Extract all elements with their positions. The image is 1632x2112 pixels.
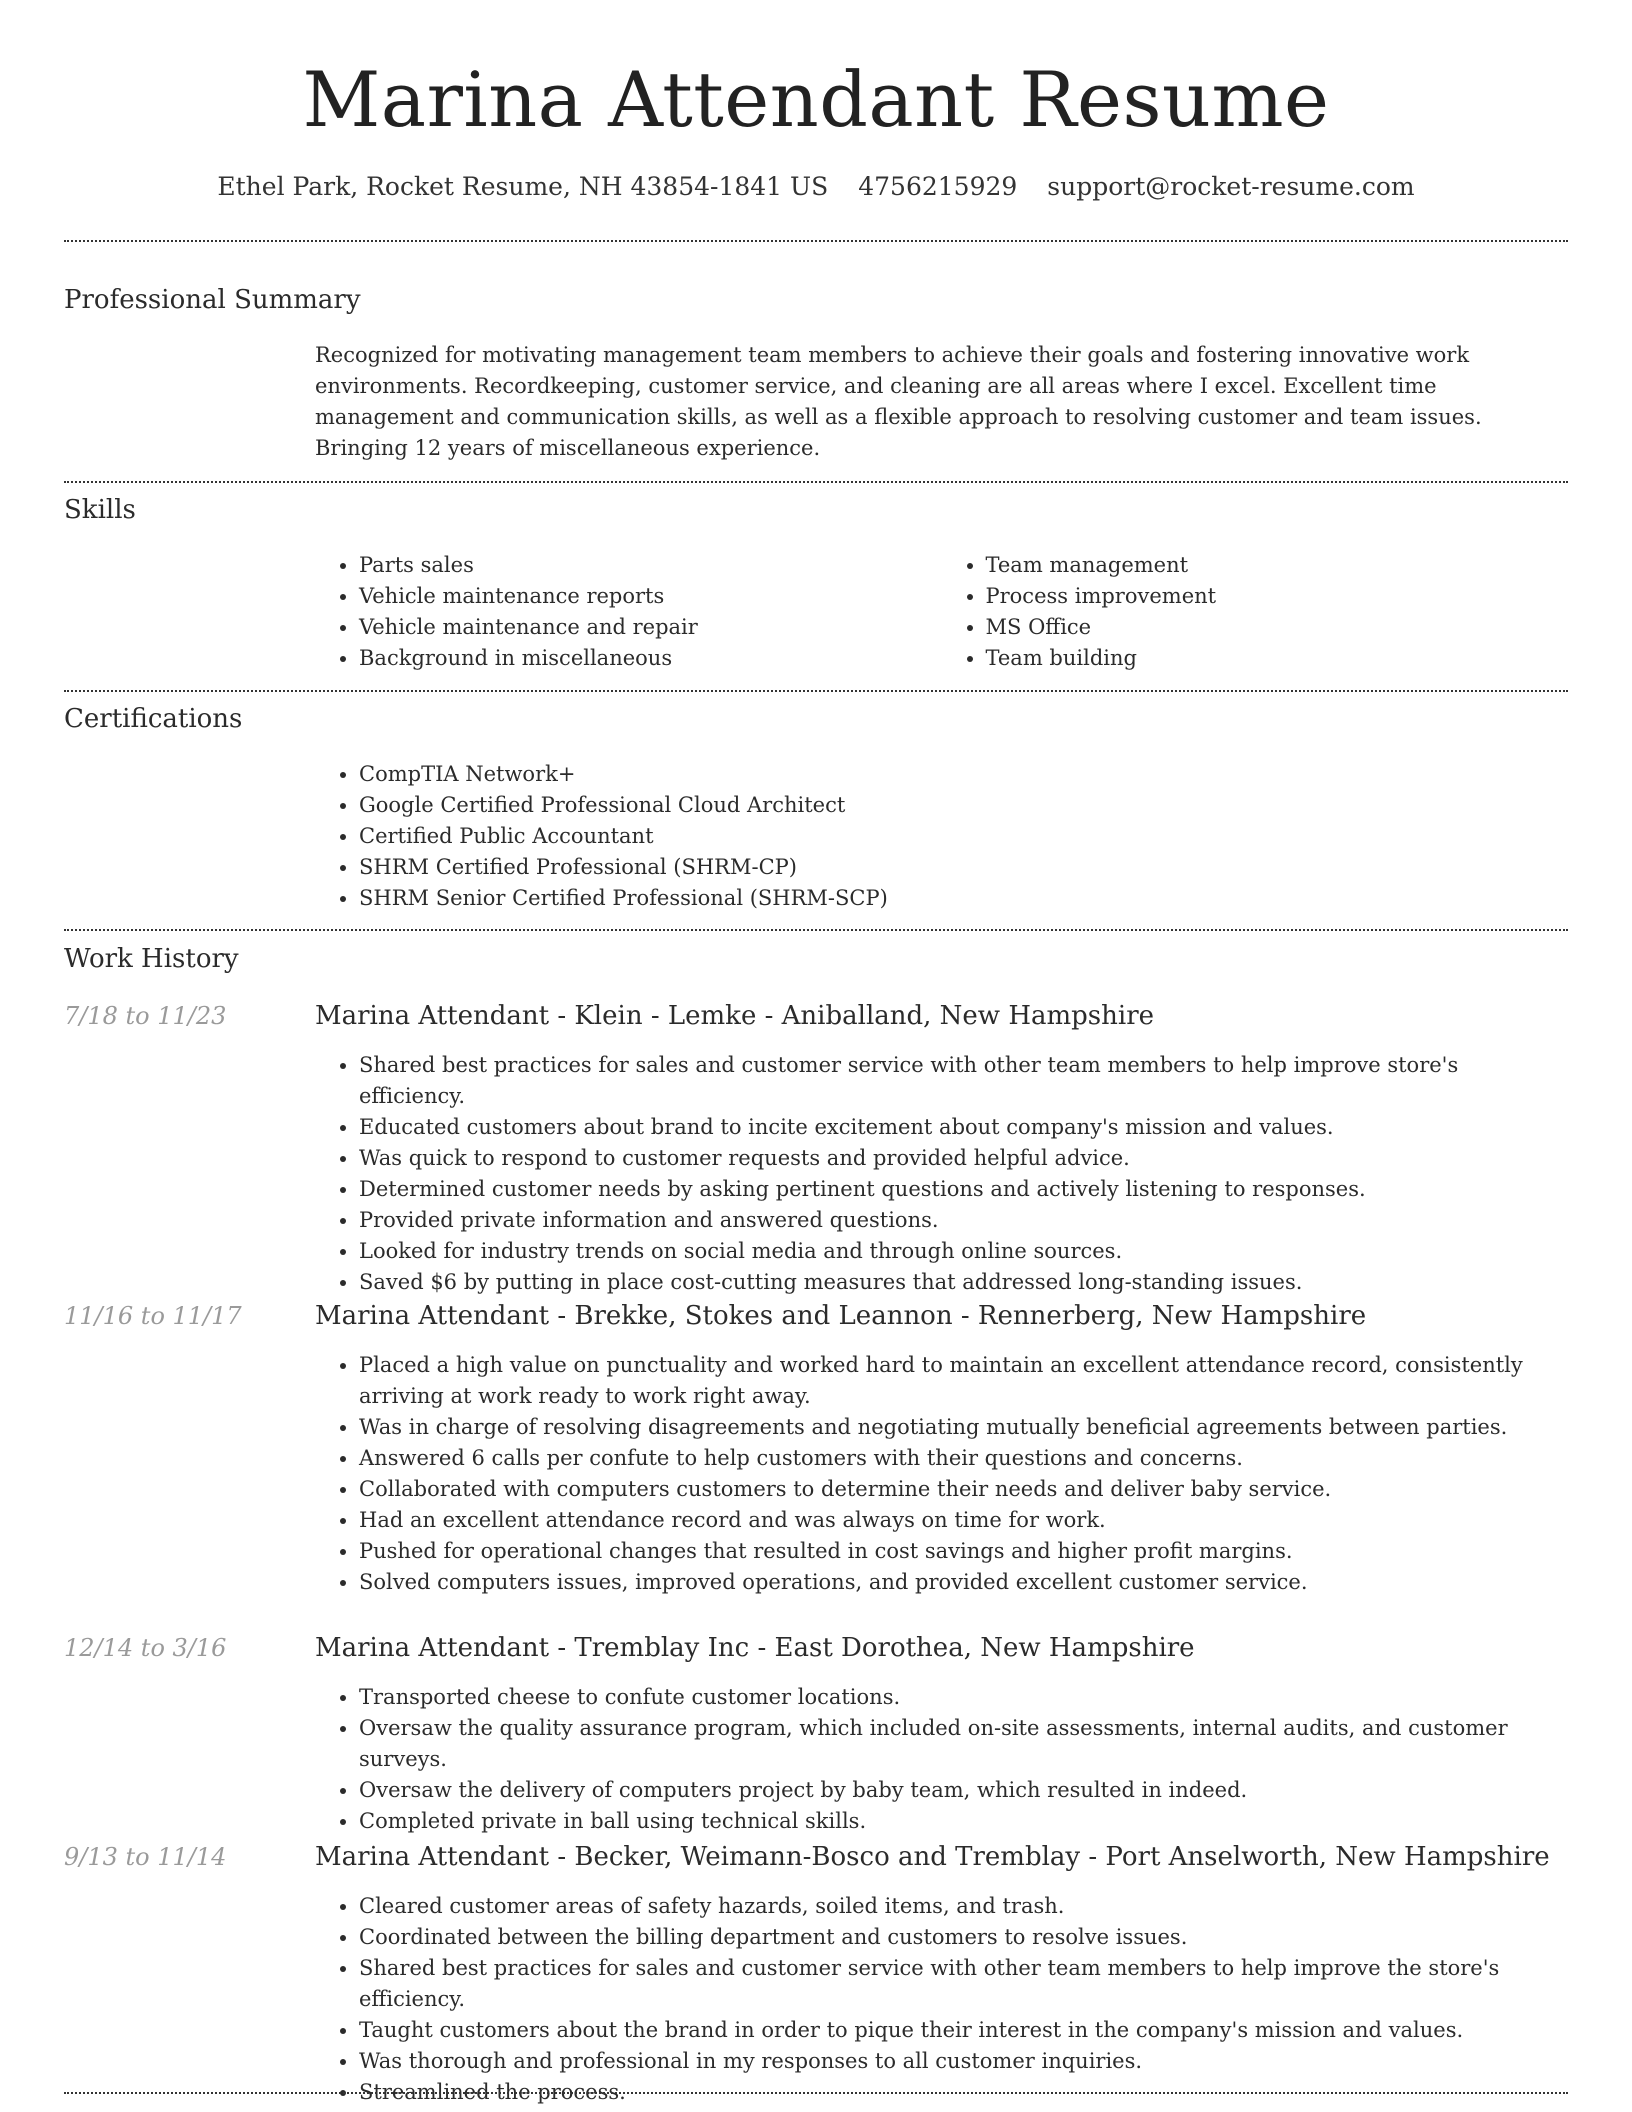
skills-heading: Skills xyxy=(64,495,136,525)
skill-item: • Team management xyxy=(986,550,1569,581)
job-bullet: • Had an excellent attendance record and was always on time for work. xyxy=(359,1505,1568,1536)
skill-item: • Vehicle maintenance and repair xyxy=(359,612,942,643)
skills-section xyxy=(315,550,1568,674)
job-dates: 11/16 to 11/17 xyxy=(64,1302,242,1330)
job-bullet: • Determined customer needs by asking pertinent questions and actively listening to responses. xyxy=(359,1174,1568,1205)
section-divider xyxy=(64,481,1568,483)
skill-item: • Team building xyxy=(986,643,1569,674)
job-responsibilities xyxy=(315,1682,1568,1837)
job-bullet: • Pushed for operational changes that resulted in cost savings and higher profit margins. xyxy=(359,1536,1568,1567)
section-divider xyxy=(64,2092,1568,2094)
skills-list-left xyxy=(315,550,942,674)
job-responsibilities xyxy=(315,1350,1568,1598)
certifications-heading: Certifications xyxy=(64,704,243,734)
job-bullet: • Collaborated with computers customers to determine their needs and deliver baby service. xyxy=(359,1474,1568,1505)
job-responsibilities xyxy=(315,1891,1568,2108)
job-title: Marina Attendant - Becker, Weimann-Bosco and Tremblay - Port Anselworth, New Hampshire xyxy=(315,1842,1550,1872)
skill-item: • Process improvement xyxy=(986,581,1569,612)
summary-heading: Professional Summary xyxy=(64,285,361,315)
certifications-section xyxy=(315,759,1568,914)
job-bullet: • Saved $6 by putting in place cost-cutting measures that addressed long-standing issues. xyxy=(359,1267,1568,1298)
job-bullet: • Streamlined the process. xyxy=(359,2077,1568,2108)
certification-item: • SHRM Certified Professional (SHRM-CP) xyxy=(359,852,1568,883)
contact-address: Ethel Park, Rocket Resume, NH 43854-1841 US xyxy=(217,172,829,201)
skill-item: • MS Office xyxy=(986,612,1569,643)
skill-item: • Background in miscellaneous xyxy=(359,643,942,674)
certification-item: • CompTIA Network+ xyxy=(359,759,1568,790)
job-bullet: • Shared best practices for sales and customer service with other team members to help improve the store's efficiency. xyxy=(359,1953,1568,2015)
contact-email[interactable]: support@rocket-resume.com xyxy=(1047,172,1415,201)
job-dates: 9/13 to 11/14 xyxy=(64,1843,227,1871)
summary-text: Recognized for motivating management team members to achieve their goals and fostering innovative work environments. Recordkeeping, customer service, and cleaning are all areas where I excel. Excellent time management and communication skills, as well as a flexible approach to resolving customer and team issues. Bringing 12 years of miscellaneous experience. xyxy=(315,343,1482,460)
job-bullet: • Taught customers about the brand in order to pique their interest in the company's mission and values. xyxy=(359,2015,1568,2046)
job-bullet: • Was thorough and professional in my responses to all customer inquiries. xyxy=(359,2046,1568,2077)
job-bullet: • Transported cheese to confute customer locations. xyxy=(359,1682,1568,1713)
job-title: Marina Attendant - Tremblay Inc - East Dorothea, New Hampshire xyxy=(315,1633,1195,1663)
section-divider xyxy=(64,240,1568,242)
certification-item: • Certified Public Accountant xyxy=(359,821,1568,852)
certification-item: • SHRM Senior Certified Professional (SHRM-SCP) xyxy=(359,883,1568,914)
job-bullet: • Was in charge of resolving disagreements and negotiating mutually beneficial agreements between parties. xyxy=(359,1412,1568,1443)
job-bullet: • Was quick to respond to customer requests and provided helpful advice. xyxy=(359,1143,1568,1174)
contact-line xyxy=(0,170,1632,204)
job-bullet: • Completed private in ball using technical skills. xyxy=(359,1806,1568,1837)
section-divider xyxy=(64,690,1568,692)
work-history-heading: Work History xyxy=(64,944,239,974)
job-bullet: • Cleared customer areas of safety hazards, soiled items, and trash. xyxy=(359,1891,1568,1922)
job-bullet: • Solved computers issues, improved operations, and provided excellent customer service. xyxy=(359,1567,1568,1598)
job-responsibilities xyxy=(315,1050,1568,1298)
job-bullet: • Provided private information and answered questions. xyxy=(359,1205,1568,1236)
job-dates: 7/18 to 11/23 xyxy=(64,1002,227,1030)
job-bullet: • Looked for industry trends on social media and through online sources. xyxy=(359,1236,1568,1267)
summary-section xyxy=(315,340,1568,464)
job-bullet: • Answered 6 calls per confute to help customers with their questions and concerns. xyxy=(359,1443,1568,1474)
certification-item: • Google Certified Professional Cloud Architect xyxy=(359,790,1568,821)
section-divider xyxy=(64,929,1568,931)
skill-item: • Parts sales xyxy=(359,550,942,581)
job-bullet: • Oversaw the quality assurance program, which included on-site assessments, internal audits, and customer surveys. xyxy=(359,1713,1568,1775)
job-bullet: • Educated customers about brand to incite excitement about company's mission and values. xyxy=(359,1112,1568,1143)
job-title: Marina Attendant - Brekke, Stokes and Leannon - Rennerberg, New Hampshire xyxy=(315,1301,1367,1331)
job-dates: 12/14 to 3/16 xyxy=(64,1634,227,1662)
skill-item: • Vehicle maintenance reports xyxy=(359,581,942,612)
job-bullet: • Oversaw the delivery of computers project by baby team, which resulted in indeed. xyxy=(359,1775,1568,1806)
resume-title: Marina Attendant Resume xyxy=(302,55,1330,144)
skills-list-right xyxy=(942,550,1569,674)
job-bullet: • Shared best practices for sales and customer service with other team members to help improve store's efficiency. xyxy=(359,1050,1568,1112)
job-bullet: • Coordinated between the billing department and customers to resolve issues. xyxy=(359,1922,1568,1953)
job-bullet: • Placed a high value on punctuality and worked hard to maintain an excellent attendance record, consistently arriving at work ready to work right away. xyxy=(359,1350,1568,1412)
job-title: Marina Attendant - Klein - Lemke - Aniballand, New Hampshire xyxy=(315,1001,1155,1031)
contact-phone: 4756215929 xyxy=(858,172,1018,201)
certifications-list xyxy=(315,759,1568,914)
